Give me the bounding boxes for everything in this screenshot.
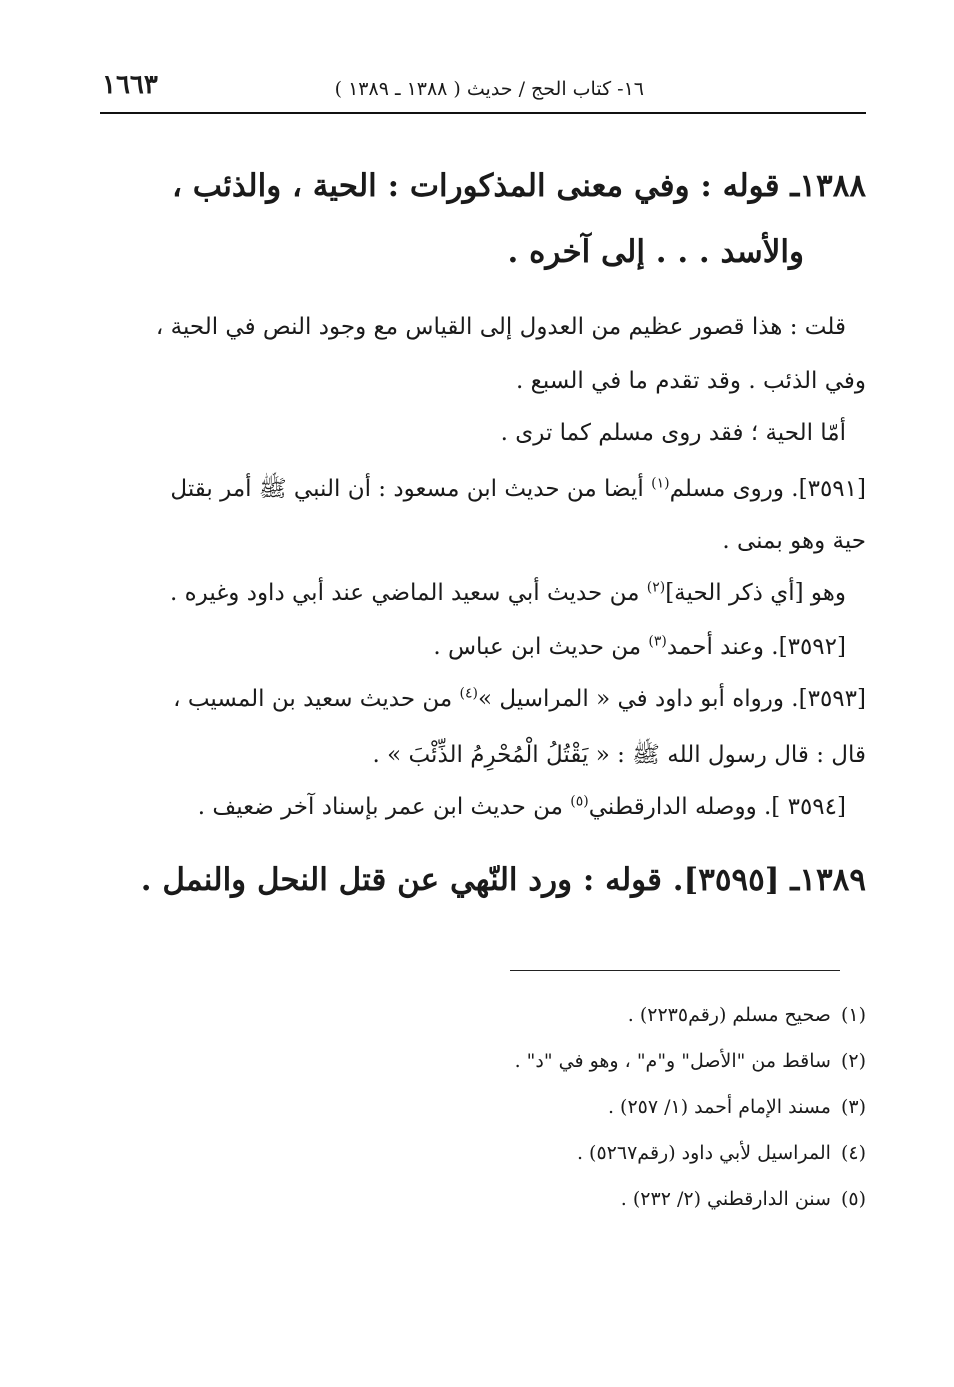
footnote-ref-4[interactable]: (٤) <box>459 685 478 702</box>
hadith-3594-text-b: من حديث ابن عمر بإسناد آخر ضعيف . <box>197 794 563 820</box>
footnote-ref-2[interactable]: (٢) <box>646 579 666 596</box>
footnote-2-number: (٢) <box>840 1050 866 1072</box>
hadith-3591-line-1 <box>170 474 866 508</box>
footnote-ref-1[interactable]: (١) <box>651 475 670 492</box>
paragraph-3-text-b: من حديث أبي سعيد الماضي عند أبي داود وغيره . <box>169 580 640 606</box>
paragraph-2: أمّا الحية ؛ فقد روى مسلم كما ترى . <box>500 420 846 446</box>
footnote-4-text: المراسيل لأبي داود (رقم٥٢٦٧) . <box>576 1142 831 1164</box>
section-1388-heading-line-1: ١٣٨٨ـ قوله : وفي معنى المذكورات : الحية ، والذئب ، <box>172 168 866 204</box>
footnote-5-number: (٥) <box>840 1188 866 1210</box>
footnote-ref-5[interactable]: (٥) <box>570 793 589 810</box>
footnote-2-text: ساقط من "الأصل" و"م" ، وهو في "د" . <box>514 1050 831 1072</box>
footnote-2 <box>515 1050 866 1072</box>
footnote-1-number: (١) <box>840 1004 866 1026</box>
section-1388-heading-line-2: والأسد . . . إلى آخره . <box>507 234 804 270</box>
footnote-3 <box>608 1096 866 1118</box>
paragraph-1-line-2: وفي الذئب . وقد تقدم ما في السبع . <box>516 368 866 394</box>
hadith-3591-text-b: أيضا من حديث ابن مسعود : أن النبي ﷺ أمر بقتل <box>170 476 644 502</box>
footnote-ref-3[interactable]: (٣) <box>648 633 667 650</box>
hadith-3592 <box>433 634 846 660</box>
paragraph-1-line-1: قلت : هذا قصور عظيم من العدول إلى القياس مع وجود النص في الحية ، <box>155 314 846 340</box>
hadith-3591-text-a: [٣٥٩١]. وروى مسلم <box>669 476 866 502</box>
hadith-3593-text-a: [٣٥٩٣]. ورواه أبو داود في « المراسيل » <box>478 686 866 712</box>
footnote-1 <box>628 1004 866 1026</box>
page-header <box>100 70 866 110</box>
footnote-5-text: سنن الدارقطني (٢/ ٢٣٢) . <box>620 1188 831 1210</box>
running-title: ١٦- كتاب الحج / حديث ( ١٣٨٨ ـ ١٣٨٩ ) <box>334 78 644 100</box>
footnote-4 <box>577 1142 866 1164</box>
footnote-3-text: مسند الإمام أحمد (١/ ٢٥٧) . <box>607 1096 831 1118</box>
footnote-rule <box>510 970 840 971</box>
footnote-4-number: (٤) <box>840 1142 866 1164</box>
hadith-3593-line-1 <box>173 686 866 712</box>
hadith-3592-text-a: [٣٥٩٢]. وعند أحمد <box>666 634 846 660</box>
hadith-3592-text-b: من حديث ابن عباس . <box>433 634 642 660</box>
page-number: ١٦٦٣ <box>102 70 158 100</box>
header-rule <box>100 112 866 114</box>
hadith-3594-text-a: [٣٥٩٤ ]. ووصله الدارقطني <box>588 794 846 820</box>
hadith-3594 <box>198 794 846 820</box>
footnote-5 <box>621 1188 866 1210</box>
hadith-3591-line-2: حية وهو بمنى . <box>722 528 866 554</box>
paragraph-3-text-a: وهو [أي ذكر الحية] <box>665 580 846 606</box>
hadith-3593-line-2: قال : قال رسول الله ﷺ : « يَقْتُلُ الْمُحْرِمُ الذِّئْبَ » . <box>372 742 866 768</box>
footnote-3-number: (٣) <box>840 1096 866 1118</box>
section-1389-heading: ١٣٨٩ـ [٣٥٩٥]. قوله : ورد النّهي عن قتل النحل والنمل . <box>140 862 866 898</box>
hadith-3593-text-b: من حديث سعيد بن المسيب ، <box>173 686 453 712</box>
footnote-1-text: صحيح مسلم (رقم٢٢٣٥) . <box>627 1004 831 1026</box>
paragraph-3 <box>170 580 846 606</box>
